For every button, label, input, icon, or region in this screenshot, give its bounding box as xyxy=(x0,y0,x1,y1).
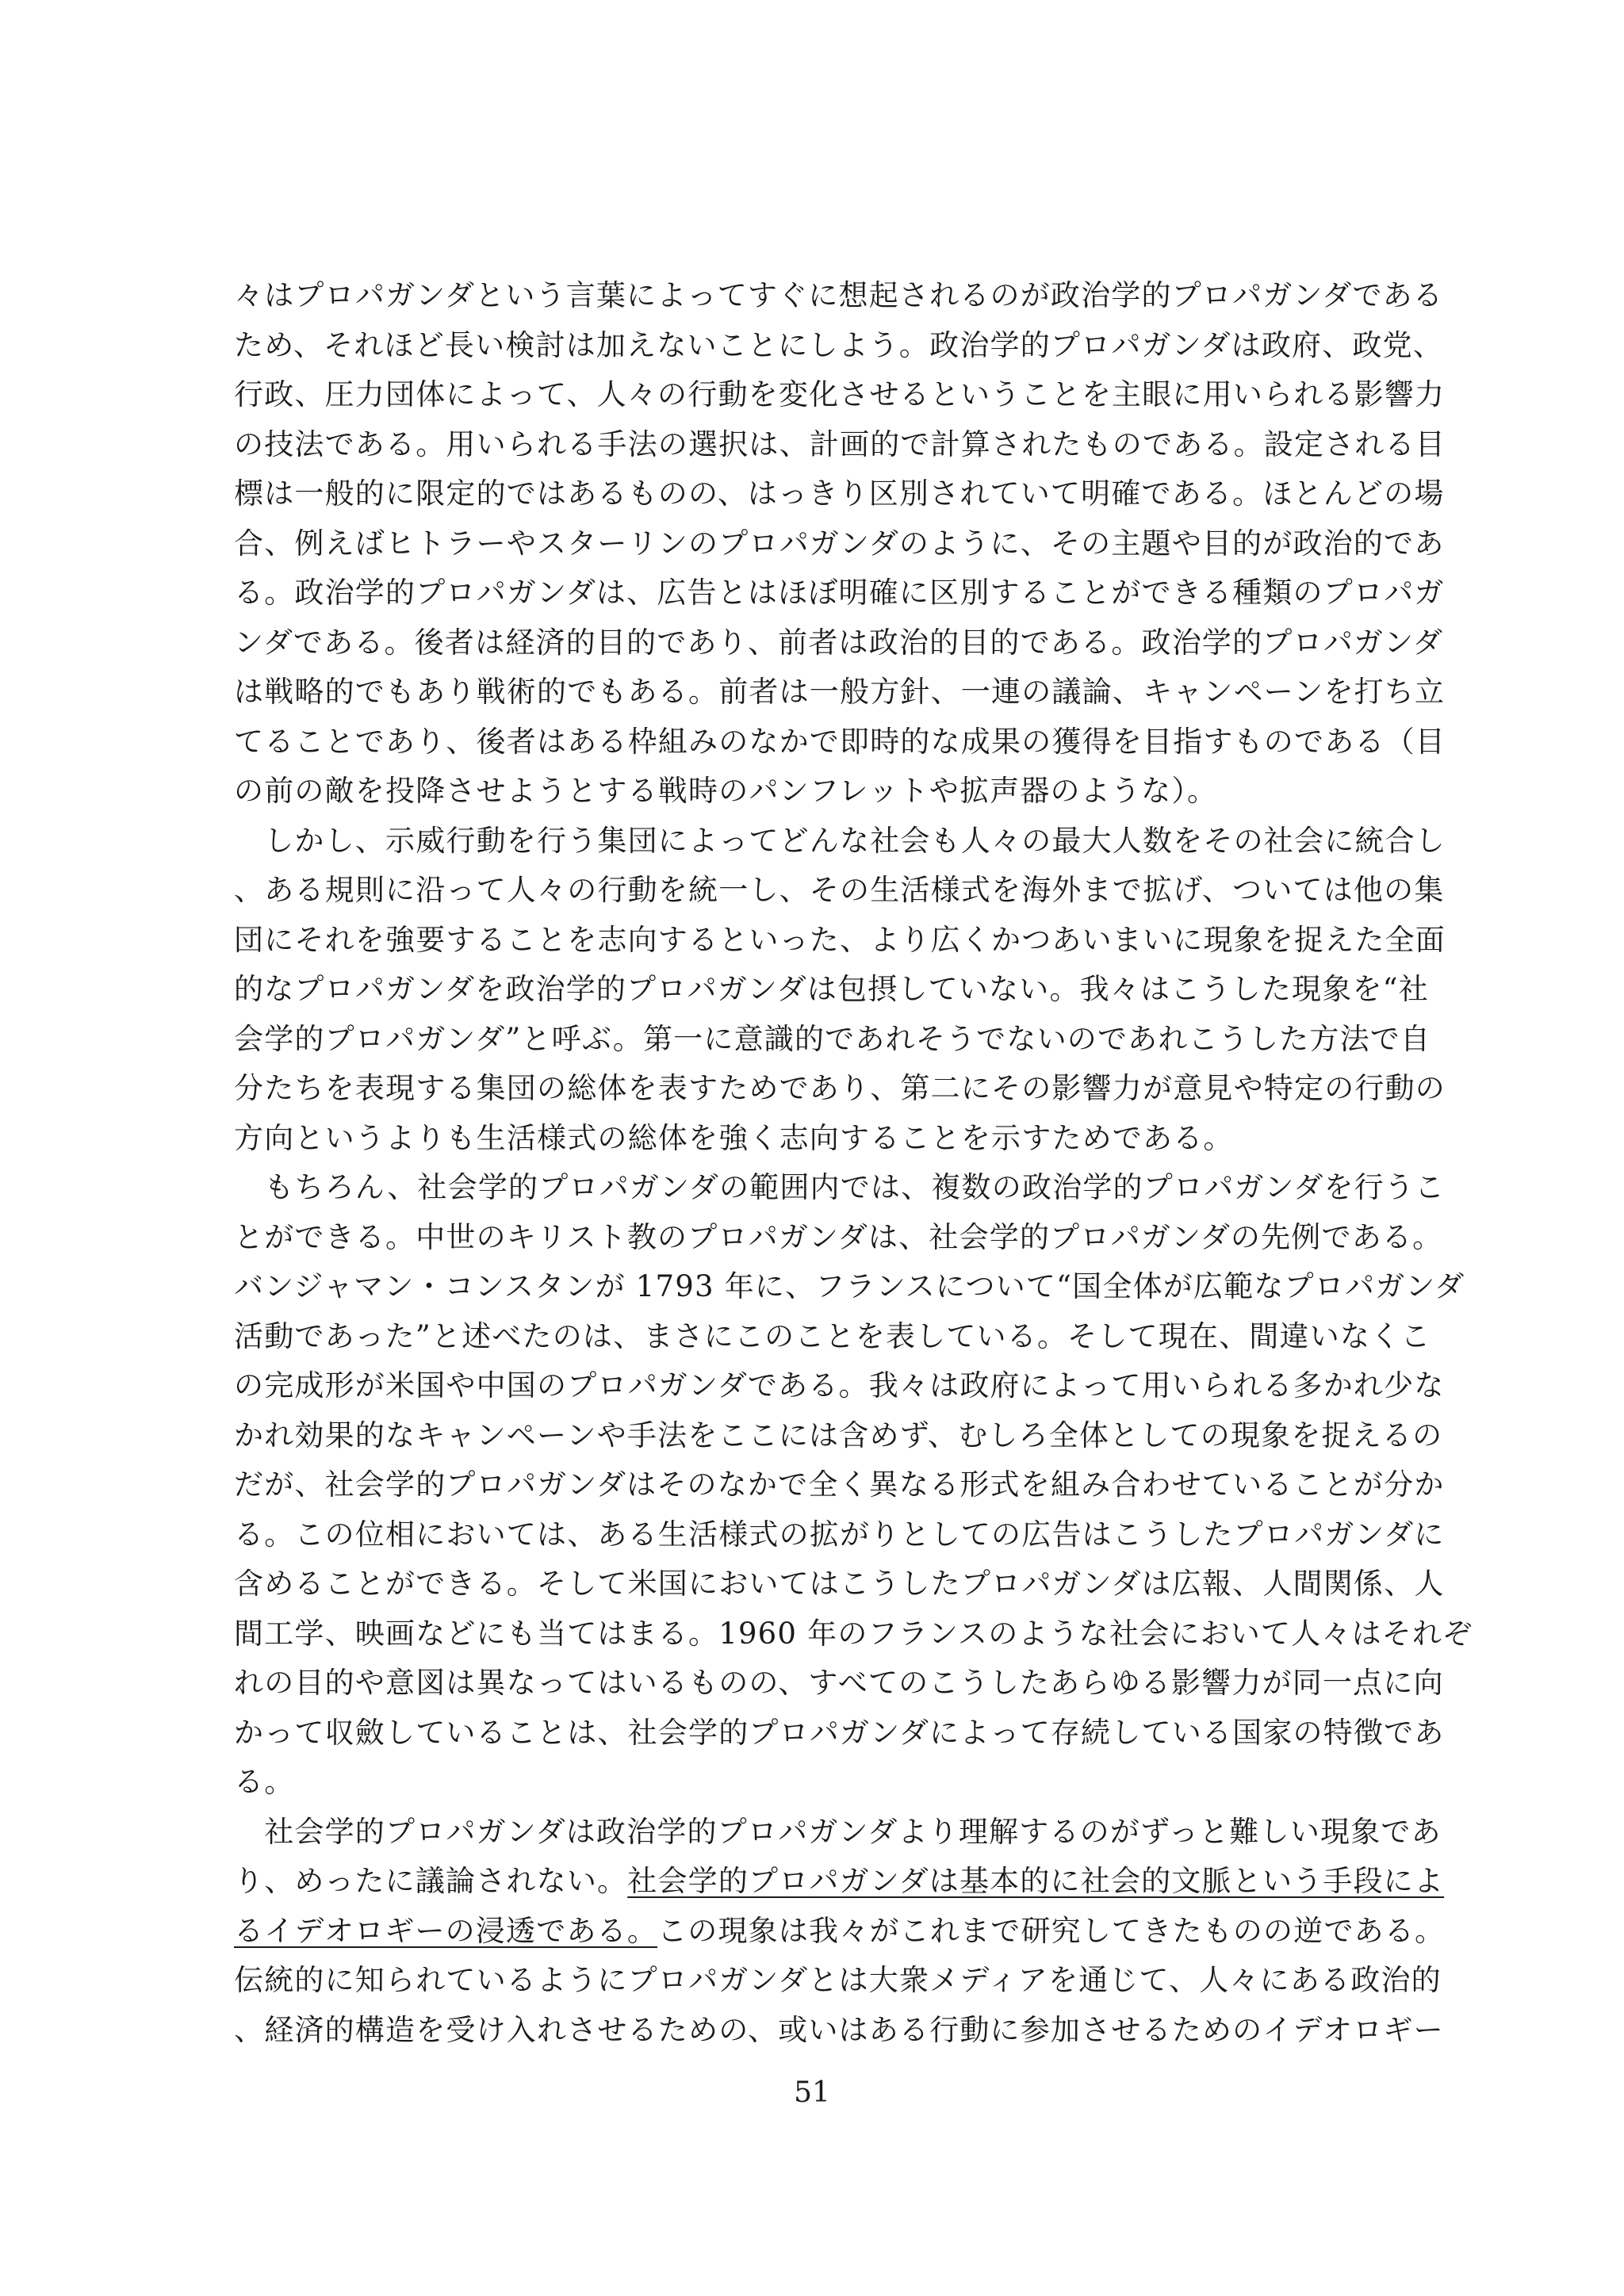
text-line-33-plain: り、めったに議論されない。 xyxy=(234,1864,628,1898)
text-line-17: 分たちを表現する集団の総体を表すためであり、第二にその影響力が意見や特定の行動の xyxy=(234,1071,1446,1105)
text-line-9: は戦略的でもあり戦術的でもある。前者は一般方針、一連の議論、キャンペーンを打ち立 xyxy=(234,675,1446,709)
page-number: 51 xyxy=(794,2076,830,2109)
text-line-32: 社会学的プロパガンダは政治学的プロパガンダより理解するのがずっと難しい現象であ xyxy=(234,1814,1442,1849)
text-line-22: 活動であった”と述べたのは、まさにこのことを表している。そして現在、間違いなくこ xyxy=(234,1318,1431,1353)
text-line-35: 伝統的に知られているようにプロパガンダとは大衆メディアを通じて、人々にある政治的 xyxy=(234,1963,1442,1997)
text-line-2: ため、それほど長い検討は加えないことにしよう。政治学的プロパガンダは政府、政党、 xyxy=(234,327,1444,362)
text-line-29: れの目的や意図は異なってはいるものの、すべてのこうしたあらゆる影響力が同一点に向 xyxy=(234,1666,1444,1700)
text-line-24: かれ効果的なキャンペーンや手法をここには含めず、むしろ全体としての現象を捉えるの xyxy=(234,1418,1443,1452)
text-line-25: だが、社会学的プロパガンダはそのなかで全く異なる形式を組み合わせていることが分か xyxy=(234,1468,1445,1502)
body-text xyxy=(234,271,1473,2055)
text-line-36: 、経済的構造を受け入れさせるための、或いはある行動に参加させるためのイデオロギー xyxy=(234,2012,1444,2047)
text-line-6: 合、例えばヒトラーやスターリンのプロパガンダのように、その主題や目的が政治的であ xyxy=(234,526,1445,561)
text-line-33 xyxy=(234,1857,1445,1907)
text-line-4: の技法である。用いられる手法の選択は、計画的で計算されたものである。設定される目 xyxy=(234,427,1446,461)
text-line-8: ンダである。後者は経済的目的であり、前者は政治的目的である。政治学的プロパガンダ xyxy=(234,625,1444,660)
text-line-13: 、ある規則に沿って人々の行動を統一し、その生活様式を海外まで拡げ、ついては他の集 xyxy=(234,873,1445,907)
text-line-34 xyxy=(234,1907,1446,1957)
text-line-14: 団にそれを強要することを志向するといった、より広くかつあいまいに現象を捉えた全面 xyxy=(234,922,1446,957)
text-line-34-plain: この現象は我々がこれまで研究してきたものの逆である。 xyxy=(657,1913,1446,1948)
text-line-12: しかし、示威行動を行う集団によってどんな社会も人々の最大人数をその社会に統合し xyxy=(234,823,1446,858)
text-line-26: る。この位相においては、ある生活様式の拡がりとしての広告はこうしたプロパガンダに xyxy=(234,1517,1445,1552)
underlined-passage-part-1: 社会学的プロパガンダは基本的に社会的文脈という手段によ xyxy=(627,1864,1445,1898)
text-line-11: の前の敵を投降させようとする戦時のパンフレットや拡声器のような）。 xyxy=(234,774,1218,808)
text-line-19: もちろん、社会学的プロパガンダの範囲内では、複数の政治学的プロパガンダを行うこ xyxy=(234,1170,1446,1204)
text-line-23: の完成形が米国や中国のプロパガンダである。我々は政府によって用いられる多かれ少な xyxy=(234,1368,1445,1402)
text-line-15: 的なプロパガンダを政治学的プロパガンダは包摂していない。我々はこうした現象を“社 xyxy=(234,972,1429,1006)
text-line-5: 標は一般的に限定的ではあるものの、はっきり区別されていて明確である。ほとんどの場 xyxy=(234,476,1445,511)
text-line-1: 々はプロパガンダという言葉によってすぐに想起されるのが政治学的プロパガンダである xyxy=(234,278,1444,312)
text-line-3: 行政、圧力団体によって、人々の行動を変化させるということを主眼に用いられる影響力 xyxy=(234,377,1446,411)
text-line-27: 含めることができる。そして米国においてはこうしたプロパガンダは広報、人間関係、人 xyxy=(234,1567,1445,1601)
text-line-18: 方向というよりも生活様式の総体を強く志向することを示すためである。 xyxy=(234,1120,1234,1155)
text-line-10: てることであり、後者はある枠組みのなかで即時的な成果の獲得を目指すものである（目 xyxy=(234,724,1446,759)
text-line-31: る。 xyxy=(234,1765,295,1799)
text-line-30: かって収斂していることは、社会学的プロパガンダによって存続している国家の特徴であ xyxy=(234,1715,1445,1750)
text-line-7: る。政治学的プロパガンダは、広告とはほぼ明確に区別することができる種類のプロパガ xyxy=(234,576,1445,610)
text-line-28: 間工学、映画などにも当てはまる。1960 年のフランスのような社会において人々はそれぞ xyxy=(234,1616,1473,1651)
underlined-passage-part-2: るイデオロギーの浸透である。 xyxy=(234,1913,658,1948)
text-line-16: 会学的プロパガンダ”と呼ぶ。第一に意識的であれそうでないのであれこうした方法で自 xyxy=(234,1021,1431,1056)
text-line-21: バンジャマン・コンスタンが 1793 年に、フランスについて“国全体が広範なプロパガンダ xyxy=(234,1269,1465,1303)
text-line-20: とができる。中世のキリスト教のプロパガンダは、社会学的プロパガンダの先例である。 xyxy=(234,1219,1443,1254)
